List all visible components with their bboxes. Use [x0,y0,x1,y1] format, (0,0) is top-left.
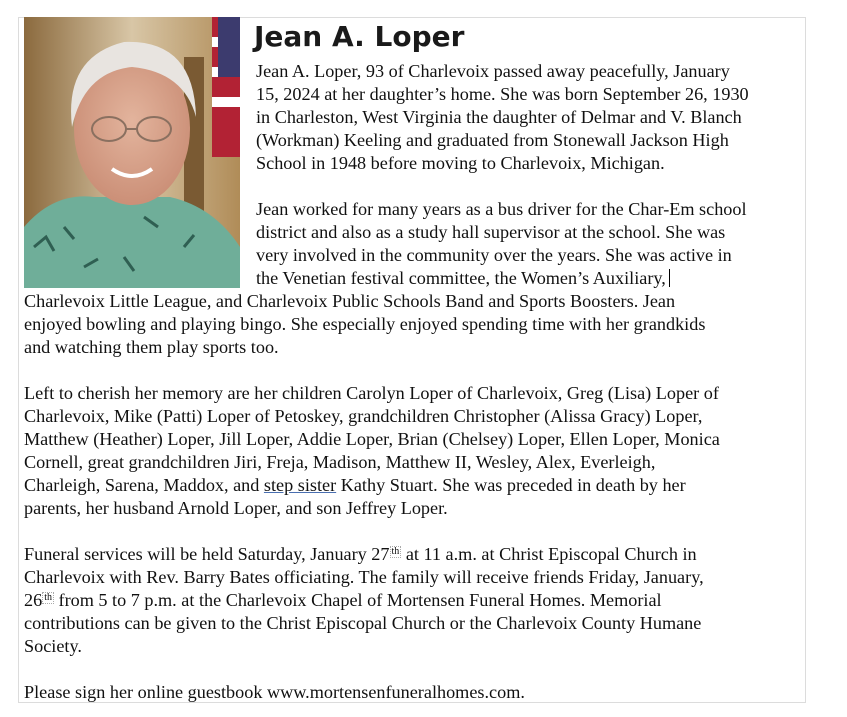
text-line: Jean A. Loper, 93 of Charlevoix passed away peacefully, January [256,61,730,81]
text-line [24,589,662,612]
text-span: the Venetian festival committee, the Women’s Auxiliary, [256,268,666,288]
text-line: 15, 2024 at her daughter’s home. She was born September 26, 1930 [256,84,749,104]
portrait-image [24,17,240,288]
text-line: Charlevoix Little League, and Charlevoix Public Schools Band and Sports Boosters. Jean [24,291,676,311]
text-line: Matthew (Heather) Loper, Jill Loper, Addie Loper, Brian (Chelsey) Loper, Ellen Loper, Monica [24,429,720,449]
text-span: Charleigh, Sarena, Maddox, and [24,475,264,495]
text-line: enjoyed bowling and playing bingo. She especially enjoyed spending time with her grandkids [24,314,706,334]
superscript: th [391,546,400,557]
text-line: School in 1948 before moving to Charlevoix, Michigan. [256,153,665,173]
text-line: district and also as a study hall supervisor at the school. She was [256,222,726,242]
text-span: at 11 a.m. at Christ Episcopal Church in [401,544,697,564]
text-line: very involved in the community over the years. She was active in [256,245,732,265]
text-line: Left to cherish her memory are her children Carolyn Loper of Charlevoix, Greg (Lisa) Loper of [24,383,719,403]
text-line: Jean worked for many years as a bus driver for the Char-Em school [256,199,747,219]
text-line: Charlevoix with Rev. Barry Bates officiating. The family will receive friends Friday, January, [24,567,704,587]
text-line: (Workman) Keeling and graduated from Stonewall Jackson High [256,130,729,150]
text-line: Cornell, great grandchildren Jiri, Freja, Madison, Matthew II, Wesley, Alex, Everleigh, [24,452,656,472]
text-span: from 5 to 7 p.m. at the Charlevoix Chapel of Mortensen Funeral Homes. Memorial [53,590,662,610]
text-line: Charlevoix, Mike (Patti) Loper of Petoskey, grandchildren Christopher (Alissa Gracy) Loper, [24,406,703,426]
obituary-title: Jean A. Loper [254,20,465,53]
text-line [24,474,686,497]
text-line [256,267,670,290]
text-span: Kathy Stuart. She was preceded in death by her [336,475,686,495]
text-line: and watching them play sports too. [24,337,279,357]
text-line: Please sign her online guestbook www.mortensenfuneralhomes.com. [24,682,525,702]
text-cursor[interactable] [669,269,670,287]
text-span: 26 [24,590,43,610]
text-span: Funeral services will be held Saturday, January 27 [24,544,390,564]
text-line: Society. [24,636,82,656]
text-line: contributions can be given to the Christ Episcopal Church or the Charlevoix County Humane [24,613,702,633]
text-line: parents, her husband Arnold Loper, and son Jeffrey Loper. [24,498,448,518]
text-line [24,543,697,566]
superscript: th [44,592,52,603]
portrait-photo [24,17,240,288]
spellcheck-flagged-text[interactable]: step sister [263,475,337,495]
text-line: in Charleston, West Virginia the daughter of Delmar and V. Blanch [256,107,742,127]
